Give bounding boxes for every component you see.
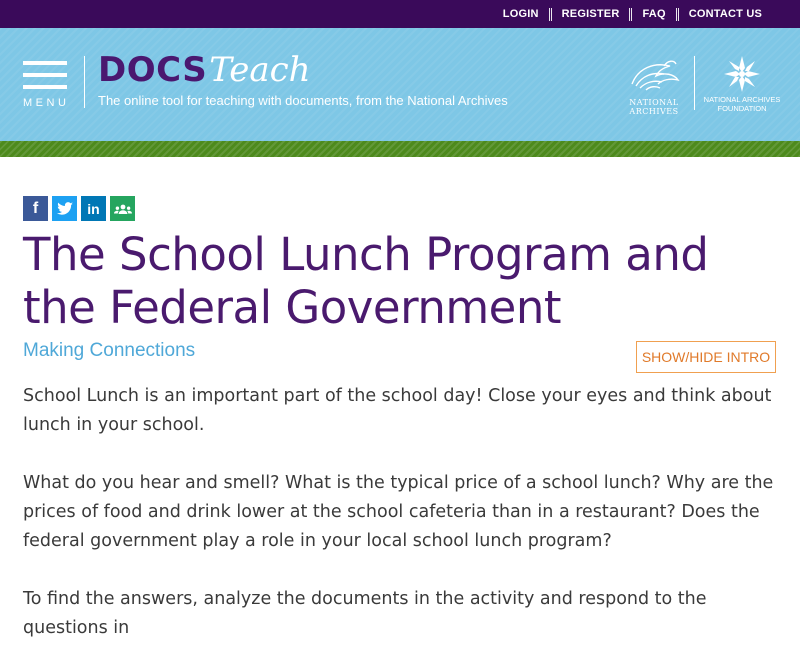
foundation-star-icon[interactable] xyxy=(722,54,762,94)
decorative-stripe xyxy=(0,141,800,157)
intro-text xyxy=(23,382,783,672)
contact-link[interactable]: CONTACT US xyxy=(688,7,762,20)
hamburger-icon-bar xyxy=(23,61,67,65)
docsteach-logo[interactable] xyxy=(98,50,311,94)
register-link[interactable]: REGISTER xyxy=(561,7,620,20)
logo-divider xyxy=(694,56,695,110)
nav-separator xyxy=(676,8,679,21)
google-classroom-icon[interactable] xyxy=(110,196,135,221)
facebook-icon[interactable]: f xyxy=(23,196,48,221)
social-share-bar xyxy=(23,196,135,221)
intro-paragraph: To find the answers, analyze the documents in the activity and respond to the questions in xyxy=(23,589,707,638)
menu-label: MENU xyxy=(23,97,70,109)
logo-teach-text: Teach xyxy=(209,50,311,90)
twitter-icon[interactable] xyxy=(52,196,77,221)
national-archives-label: NATIONAL ARCHIVES xyxy=(629,98,679,116)
hamburger-icon-bar xyxy=(23,73,67,77)
hamburger-icon-bar xyxy=(23,85,67,89)
top-bar xyxy=(0,0,800,28)
header-divider xyxy=(84,56,85,108)
site-tagline: The online tool for teaching with documents, from the National Archives xyxy=(98,93,508,108)
linkedin-icon[interactable]: in xyxy=(81,196,106,221)
show-hide-intro-button[interactable]: SHOW/HIDE INTRO xyxy=(636,341,776,373)
top-nav xyxy=(493,0,772,28)
intro-paragraph: School Lunch is an important part of the school day! Close your eyes and think about lunch in your school. xyxy=(23,386,772,435)
site-header xyxy=(0,28,800,141)
nav-separator xyxy=(629,8,632,21)
page-title: The School Lunch Program and the Federal Government xyxy=(23,228,709,334)
nav-separator xyxy=(549,8,552,21)
login-link[interactable]: LOGIN xyxy=(502,7,539,20)
activity-type-label: Making Connections xyxy=(23,340,196,361)
menu-button[interactable] xyxy=(23,61,69,111)
foundation-label: NATIONAL ARCHIVES FOUNDATION xyxy=(703,95,781,113)
intro-paragraph: What do you hear and smell? What is the typical price of a school lunch? Why are the prices of food and drink lower at the school cafeteria than in a restaurant? Does the federal government play a role in your local school lunch program? xyxy=(23,473,774,551)
logo-docs-text: DOCS xyxy=(98,50,208,90)
faq-link[interactable]: FAQ xyxy=(642,7,666,20)
